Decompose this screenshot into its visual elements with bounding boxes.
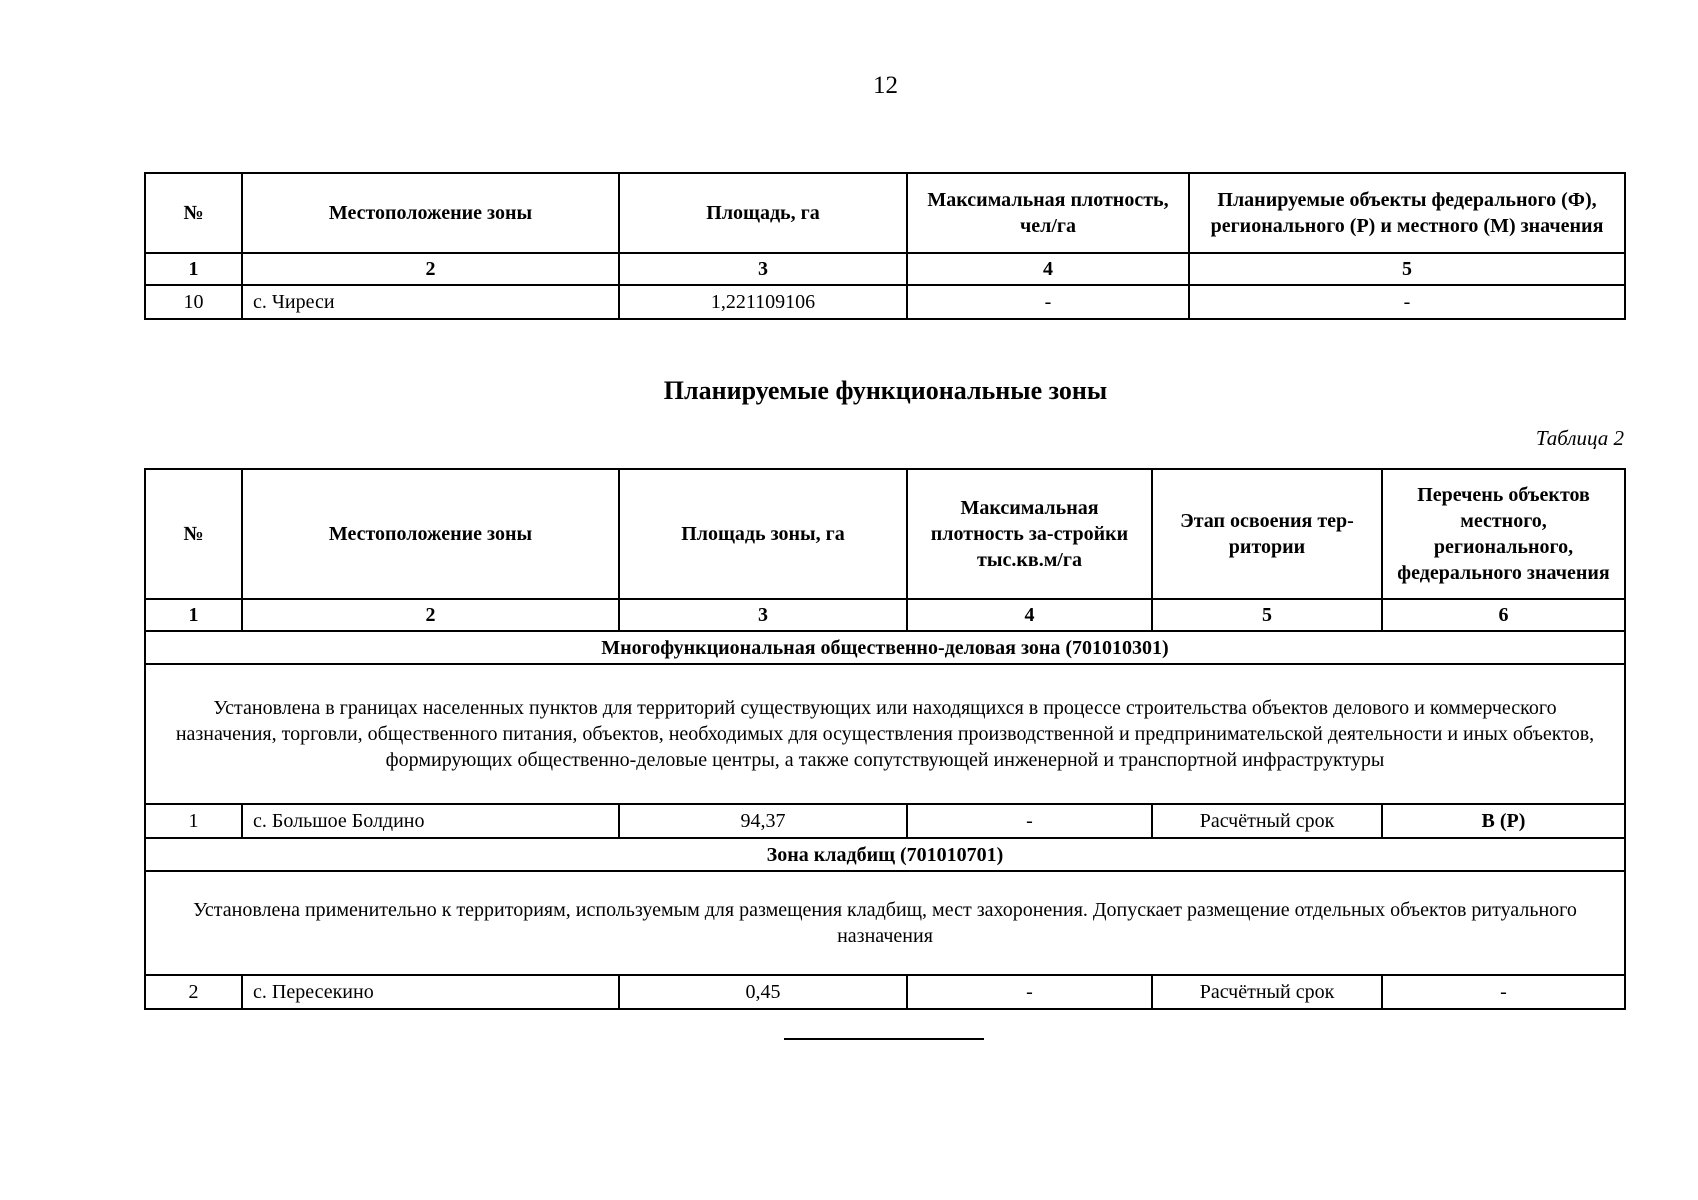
row-density: - xyxy=(907,285,1189,319)
table2-index-cell: 2 xyxy=(242,599,619,631)
table-row xyxy=(145,804,1625,838)
table1-index-cell: 5 xyxy=(1189,253,1625,285)
table2-index-cell: 1 xyxy=(145,599,242,631)
row-location: с. Пересекино xyxy=(242,975,619,1009)
footer-divider xyxy=(784,1038,984,1040)
zone-description: Установлена в границах населенных пунктов для территорий существующих или находящихся в процессе строительства объектов делового и коммерческого назначения, торговли, общественного питания, объектов, необходимых для осуществления производственной и предпринимательской деятельности и иных объектов, формирующих общественно-деловые центры, а также сопутствующей инженерной и транспортной инфраструктуры xyxy=(145,664,1625,804)
table2-index-cell: 6 xyxy=(1382,599,1625,631)
table1-header-objects: Планируемые объекты федерального (Ф), регионального (Р) и местного (М) значения xyxy=(1189,173,1625,253)
table2-header-location: Местоположение зоны xyxy=(242,469,619,599)
table2-index-cell: 3 xyxy=(619,599,907,631)
row-number: 10 xyxy=(145,285,242,319)
table1-index-cell: 1 xyxy=(145,253,242,285)
table1-header-density: Максимальная плотность, чел/га xyxy=(907,173,1189,253)
row-number: 2 xyxy=(145,975,242,1009)
existing-zones-table xyxy=(144,172,1626,320)
table2-header-row xyxy=(145,469,1625,599)
zone-title: Многофункциональная общественно-деловая зона (701010301) xyxy=(145,631,1625,664)
table2-header-density: Максимальная плотность за-стройки тыс.кв.м/га xyxy=(907,469,1152,599)
section-title: Планируемые функциональные зоны xyxy=(663,376,1108,405)
zone-description-row xyxy=(145,871,1625,975)
page-number: 12 xyxy=(873,72,898,99)
row-density: - xyxy=(907,804,1152,838)
table2-header-objects: Перечень объектов местного, регионального, федерального значения xyxy=(1382,469,1625,599)
table2-index-row xyxy=(145,599,1625,631)
row-location: с. Большое Болдино xyxy=(242,804,619,838)
zone-title: Зона кладбищ (701010701) xyxy=(145,838,1625,871)
table-label: Таблица 2 xyxy=(1535,426,1624,450)
row-area: 0,45 xyxy=(619,975,907,1009)
table1-header-row xyxy=(145,173,1625,253)
table1-index-cell: 4 xyxy=(907,253,1189,285)
table-row xyxy=(145,285,1625,319)
row-objects: В (Р) xyxy=(1382,804,1625,838)
row-area: 94,37 xyxy=(619,804,907,838)
planned-zones-table xyxy=(144,468,1626,1010)
row-objects: - xyxy=(1382,975,1625,1009)
table1-index-cell: 3 xyxy=(619,253,907,285)
table1-index-cell: 2 xyxy=(242,253,619,285)
table1-index-row xyxy=(145,253,1625,285)
row-objects: - xyxy=(1189,285,1625,319)
row-location: с. Чиреси xyxy=(242,285,619,319)
table2-header-area: Площадь зоны, га xyxy=(619,469,907,599)
table-row xyxy=(145,975,1625,1009)
table2-header-stage: Этап освоения тер-ритории xyxy=(1152,469,1382,599)
zone-description-row xyxy=(145,664,1625,804)
table2-header-number: № xyxy=(145,469,242,599)
table1-header-number: № xyxy=(145,173,242,253)
row-stage: Расчётный срок xyxy=(1152,975,1382,1009)
row-stage: Расчётный срок xyxy=(1152,804,1382,838)
zone-description: Установлена применительно к территориям, используемым для размещения кладбищ, мест захоронения. Допускает размещение отдельных объектов ритуального назначения xyxy=(145,871,1625,975)
zone-title-row xyxy=(145,631,1625,664)
row-density: - xyxy=(907,975,1152,1009)
table2-index-cell: 5 xyxy=(1152,599,1382,631)
zone-title-row xyxy=(145,838,1625,871)
row-area: 1,221109106 xyxy=(619,285,907,319)
table1-header-location: Местоположение зоны xyxy=(242,173,619,253)
table1-header-area: Площадь, га xyxy=(619,173,907,253)
table2-index-cell: 4 xyxy=(907,599,1152,631)
row-number: 1 xyxy=(145,804,242,838)
